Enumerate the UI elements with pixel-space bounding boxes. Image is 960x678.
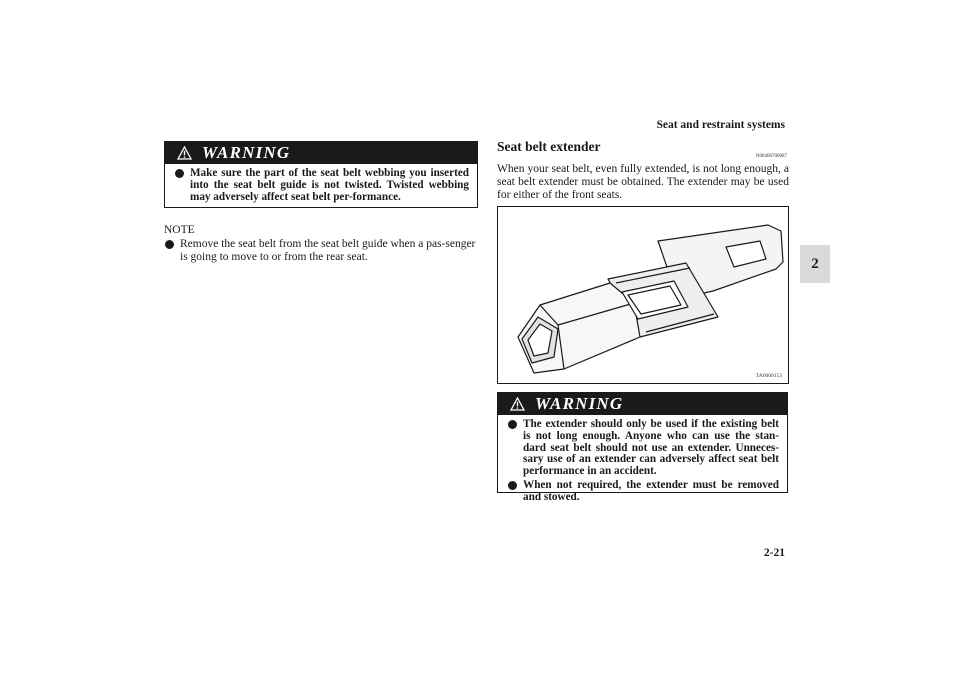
page-number: 2-21 — [763, 547, 785, 559]
figure-code: TA0000153 — [755, 373, 782, 379]
warning-header — [498, 393, 787, 415]
warning-title: WARNING — [202, 143, 291, 162]
page-header: Seat and restraint systems — [656, 119, 785, 131]
chapter-tab: 2 — [800, 245, 830, 283]
warning-title: WARNING — [535, 394, 624, 413]
bullet-icon — [175, 169, 184, 178]
warning-box-seat-belt-guide — [164, 141, 478, 208]
warning-body — [498, 415, 787, 508]
warning-header — [165, 142, 477, 164]
warning-text: The extender should only be used if the existing belt is not long enough. Anyone who can use the stan-dard seat belt should not use an extender. Unneces-sary use of an extender can adversely affect seat belt performance in an accident. — [523, 418, 779, 478]
section-code: N00406700087 — [755, 154, 787, 159]
section-paragraph: When your seat belt, even fully extended, is not long enough, a seat belt extender must be obtained. The extender may be used for either of the front seats. — [497, 163, 789, 201]
warning-text: Make sure the part of the seat belt webbing you inserted into the seat belt guide is not twisted. Twisted webbing may adversely affect seat belt per-formance. — [190, 167, 469, 203]
note-text: Remove the seat belt from the seat belt guide when a pas-senger is going to move to or from the rear seat. — [180, 238, 476, 263]
warning-box-extender — [497, 392, 788, 503]
warning-item — [175, 168, 469, 203]
warning-triangle-icon — [510, 397, 525, 411]
warning-body — [165, 164, 477, 207]
warning-item — [508, 419, 779, 478]
seat-belt-extender-illustration — [498, 207, 788, 383]
bullet-icon — [508, 481, 517, 490]
warning-triangle-icon — [177, 146, 192, 160]
note-block — [164, 224, 478, 264]
bullet-icon — [165, 240, 174, 249]
warning-item — [508, 480, 779, 504]
note-item — [164, 238, 478, 264]
seat-belt-extender-figure — [497, 206, 789, 384]
section-title: Seat belt extender — [497, 139, 601, 154]
note-label: NOTE — [164, 224, 195, 236]
warning-text: When not required, the extender must be removed and stowed. — [523, 478, 779, 503]
bullet-icon — [508, 420, 517, 429]
